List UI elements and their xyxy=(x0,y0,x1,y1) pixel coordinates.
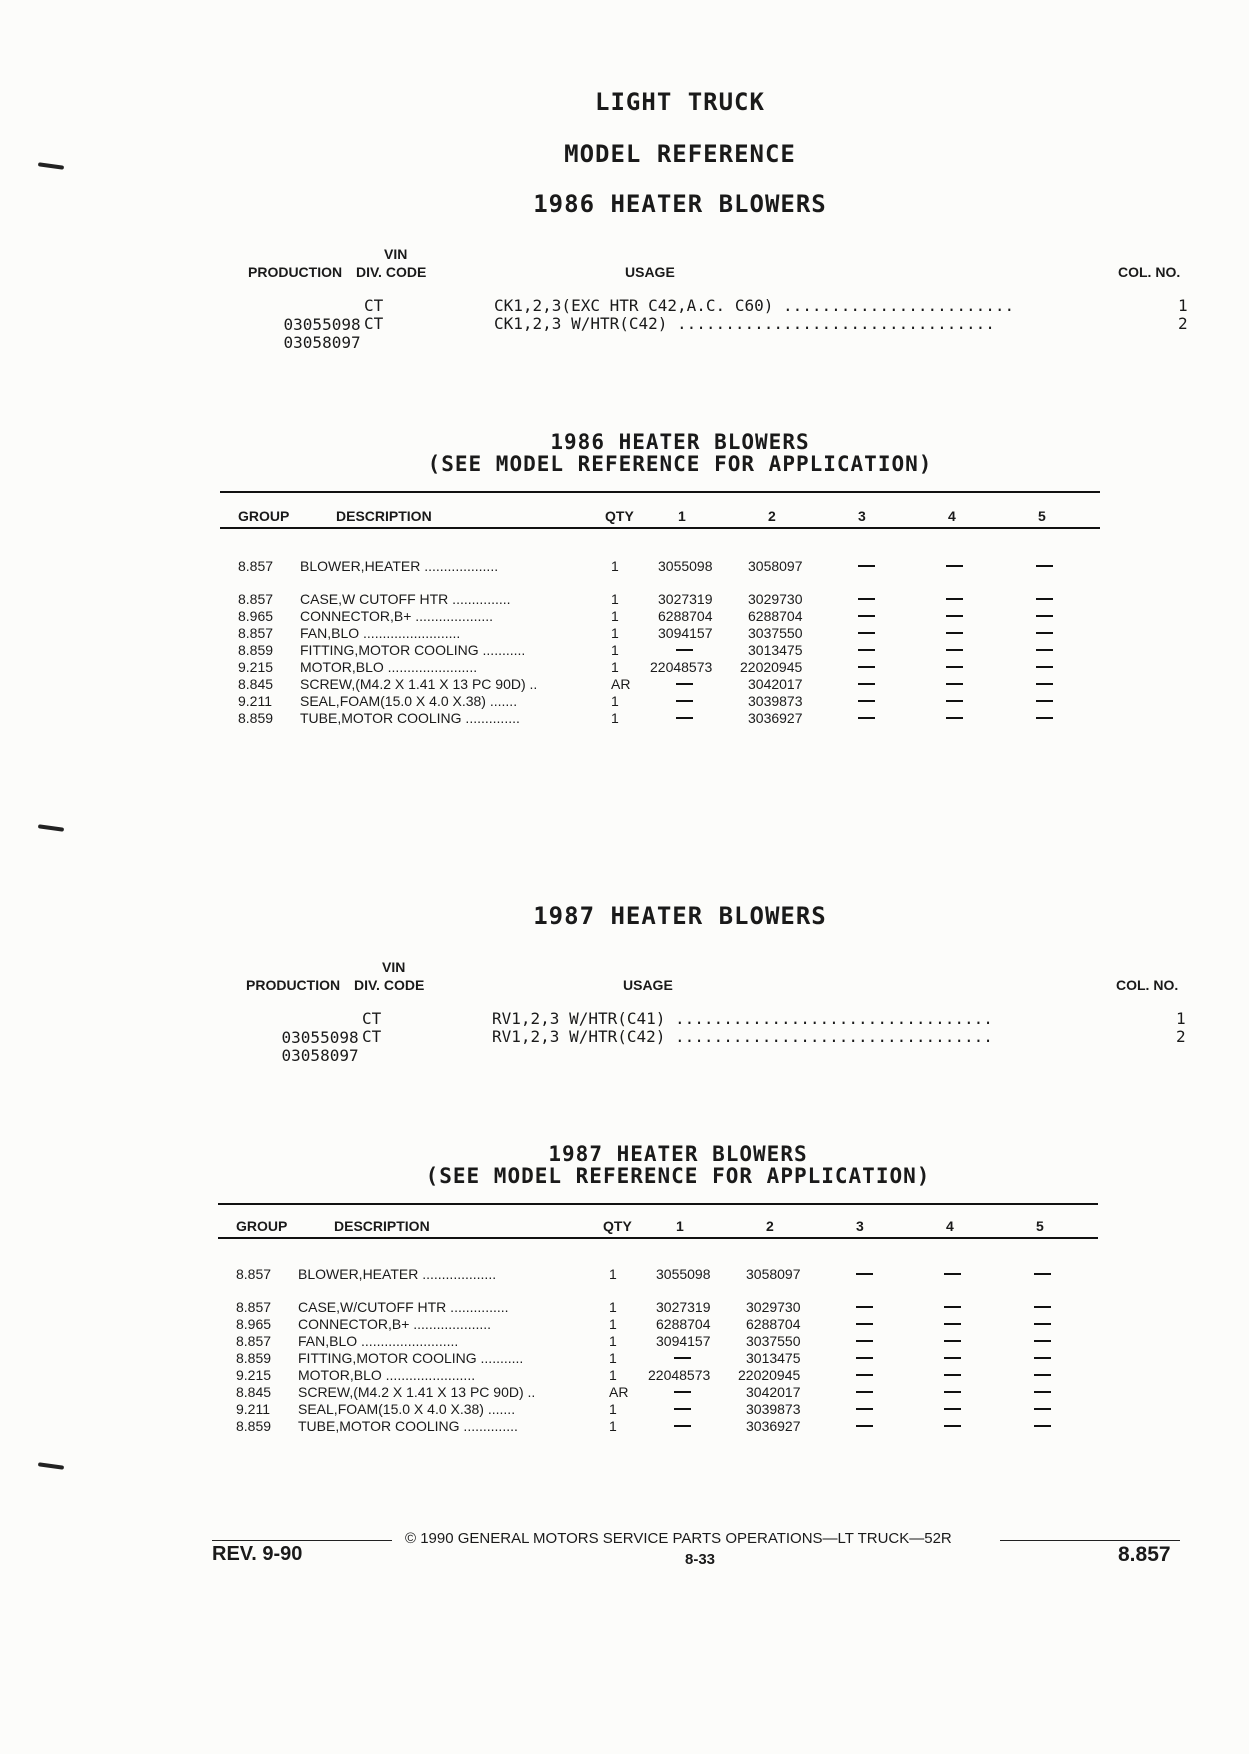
group-cell: 8.857 xyxy=(238,591,274,607)
reference-div: CT xyxy=(362,1027,382,1046)
empty-cell-dash xyxy=(944,1323,961,1325)
empty-cell-dash xyxy=(858,565,875,567)
reference-row: 03058097 xyxy=(283,333,361,352)
empty-cell-dash xyxy=(944,1391,961,1393)
col1-cell: 3094157 xyxy=(656,1333,711,1349)
empty-cell-dash xyxy=(1036,632,1053,634)
reference-usage: RV1,2,3 W/HTR(C42) ................................. xyxy=(492,1027,993,1046)
description-header: DESCRIPTION xyxy=(334,1218,430,1234)
group-cell: 8.965 xyxy=(238,608,274,624)
description-cell: BLOWER,HEATER ................... xyxy=(298,1266,497,1282)
col2-cell: 6288704 xyxy=(746,1316,801,1332)
description-cell: CONNECTOR,B+ .................... xyxy=(298,1316,492,1332)
col1-cell: 6288704 xyxy=(658,608,713,624)
binder-mark xyxy=(38,162,64,170)
col-no-header: COL. NO. xyxy=(1116,977,1179,993)
group-cell: 8.859 xyxy=(236,1350,272,1366)
col2-cell: 3036927 xyxy=(748,710,803,726)
group-cell: 8.859 xyxy=(236,1418,272,1434)
description-cell: FITTING,MOTOR COOLING ........... xyxy=(300,642,526,658)
table-row xyxy=(0,1266,1249,1283)
empty-cell-dash xyxy=(944,1273,961,1275)
qty-header: QTY xyxy=(605,508,634,524)
col4-header: 4 xyxy=(948,508,956,524)
description-cell: SCREW,(M4.2 X 1.41 X 13 PC 90D) .. xyxy=(298,1384,536,1400)
empty-cell-dash xyxy=(946,700,963,702)
parts-table-subtitle: (SEE MODEL REFERENCE FOR APPLICATION) xyxy=(427,452,933,476)
table-row xyxy=(0,659,1249,676)
col2-cell: 3037550 xyxy=(746,1333,801,1349)
parts-table-subtitle: (SEE MODEL REFERENCE FOR APPLICATION) xyxy=(425,1164,931,1188)
col2-cell: 3042017 xyxy=(746,1384,801,1400)
qty-cell: AR xyxy=(609,1384,629,1400)
table-row xyxy=(0,1333,1249,1350)
group-cell: 8.845 xyxy=(236,1384,272,1400)
production-header: PRODUCTION xyxy=(248,264,343,280)
reference-row: 03055098 xyxy=(281,1028,359,1047)
reference-col: 2 xyxy=(1178,314,1188,333)
empty-cell-dash xyxy=(676,649,693,651)
table-row xyxy=(0,1316,1249,1333)
group-cell: 8.859 xyxy=(238,642,274,658)
reference-div: CT xyxy=(364,296,384,315)
description-cell: MOTOR,BLO ....................... xyxy=(298,1367,476,1383)
group-cell: 8.857 xyxy=(236,1299,272,1315)
empty-cell-dash xyxy=(1034,1374,1051,1376)
col2-cell: 22020945 xyxy=(738,1367,801,1383)
empty-cell-dash xyxy=(856,1323,873,1325)
empty-cell-dash xyxy=(676,700,693,702)
group-cell: 8.965 xyxy=(236,1316,272,1332)
vin-label: VIN xyxy=(382,959,406,975)
qty-cell: 1 xyxy=(611,591,619,607)
group-cell: 9.211 xyxy=(236,1401,270,1417)
empty-cell-dash xyxy=(946,683,963,685)
empty-cell-dash xyxy=(1034,1425,1051,1427)
empty-cell-dash xyxy=(1034,1340,1051,1342)
reference-usage: CK1,2,3 W/HTR(C42) ................................. xyxy=(494,314,995,333)
description-cell: SEAL,FOAM(15.0 X 4.0 X.38) ....... xyxy=(298,1401,516,1417)
table-row xyxy=(0,591,1249,608)
section-title: 1986 HEATER BLOWERS xyxy=(533,190,827,218)
binder-mark xyxy=(38,824,64,832)
usage-header: USAGE xyxy=(625,264,675,280)
footer-revision: REV. 9-90 xyxy=(212,1543,303,1565)
qty-cell: 1 xyxy=(609,1299,617,1315)
empty-cell-dash xyxy=(856,1425,873,1427)
col1-cell: 6288704 xyxy=(656,1316,711,1332)
empty-cell-dash xyxy=(858,615,875,617)
group-header: GROUP xyxy=(238,508,290,524)
empty-cell-dash xyxy=(858,666,875,668)
col2-cell: 3036927 xyxy=(746,1418,801,1434)
qty-cell: 1 xyxy=(609,1367,617,1383)
table-header-rule xyxy=(220,527,1100,529)
col4-header: 4 xyxy=(946,1218,954,1234)
empty-cell-dash xyxy=(1034,1391,1051,1393)
footer-copyright: © 1990 GENERAL MOTORS SERVICE PARTS OPERATIONS—LT TRUCK—52R xyxy=(405,1530,952,1547)
description-cell: CONNECTOR,B+ .................... xyxy=(300,608,494,624)
reference-usage: CK1,2,3(EXC HTR C42,A.C. C60) ........................ xyxy=(494,296,1015,315)
group-header: GROUP xyxy=(236,1218,288,1234)
table-top-rule xyxy=(220,491,1100,493)
col2-header: 2 xyxy=(768,508,776,524)
empty-cell-dash xyxy=(944,1306,961,1308)
empty-cell-dash xyxy=(856,1273,873,1275)
description-cell: SCREW,(M4.2 X 1.41 X 13 PC 90D) .. xyxy=(300,676,538,692)
table-row xyxy=(0,558,1249,575)
empty-cell-dash xyxy=(1034,1357,1051,1359)
col3-header: 3 xyxy=(856,1218,864,1234)
qty-cell: 1 xyxy=(611,659,619,675)
reference-div: CT xyxy=(362,1009,382,1028)
description-cell: TUBE,MOTOR COOLING .............. xyxy=(298,1418,518,1434)
group-cell: 8.859 xyxy=(238,710,274,726)
description-cell: FAN,BLO ......................... xyxy=(300,625,461,641)
col3-header: 3 xyxy=(858,508,866,524)
col1-cell: 22048573 xyxy=(648,1367,711,1383)
group-cell: 8.845 xyxy=(238,676,274,692)
page-header-line1: LIGHT TRUCK xyxy=(595,88,765,116)
div-code-header: DIV. CODE xyxy=(356,264,427,280)
empty-cell-dash xyxy=(856,1374,873,1376)
production-header: PRODUCTION xyxy=(246,977,341,993)
description-header: DESCRIPTION xyxy=(336,508,432,524)
empty-cell-dash xyxy=(946,666,963,668)
empty-cell-dash xyxy=(674,1357,691,1359)
table-row xyxy=(0,1350,1249,1367)
col2-cell: 3042017 xyxy=(748,676,803,692)
col2-cell: 22020945 xyxy=(740,659,803,675)
parts-table-title: 1987 HEATER BLOWERS xyxy=(548,1142,808,1166)
col1-header: 1 xyxy=(678,508,686,524)
empty-cell-dash xyxy=(946,649,963,651)
col2-cell: 3039873 xyxy=(748,693,803,709)
empty-cell-dash xyxy=(1036,717,1053,719)
empty-cell-dash xyxy=(1034,1408,1051,1410)
table-top-rule xyxy=(218,1203,1098,1205)
page-header-line2: MODEL REFERENCE xyxy=(564,140,796,168)
col2-cell: 3013475 xyxy=(746,1350,801,1366)
group-cell: 9.215 xyxy=(236,1367,272,1383)
col2-header: 2 xyxy=(766,1218,774,1234)
empty-cell-dash xyxy=(946,565,963,567)
empty-cell-dash xyxy=(944,1357,961,1359)
empty-cell-dash xyxy=(856,1391,873,1393)
section-title: 1987 HEATER BLOWERS xyxy=(533,902,827,930)
table-row xyxy=(0,1299,1249,1316)
qty-cell: 1 xyxy=(611,642,619,658)
footer-rule-left xyxy=(212,1540,392,1541)
empty-cell-dash xyxy=(944,1425,961,1427)
empty-cell-dash xyxy=(1036,649,1053,651)
usage-header: USAGE xyxy=(623,977,673,993)
qty-cell: 1 xyxy=(611,710,619,726)
col1-cell: 3055098 xyxy=(656,1266,711,1282)
empty-cell-dash xyxy=(856,1306,873,1308)
col2-cell: 6288704 xyxy=(748,608,803,624)
empty-cell-dash xyxy=(946,717,963,719)
col1-cell: 3094157 xyxy=(658,625,713,641)
parts-table-title: 1986 HEATER BLOWERS xyxy=(550,430,810,454)
reference-row: 03058097 xyxy=(281,1046,359,1065)
table-row xyxy=(0,608,1249,625)
description-cell: FAN,BLO ......................... xyxy=(298,1333,459,1349)
empty-cell-dash xyxy=(858,683,875,685)
reference-col: 1 xyxy=(1176,1009,1186,1028)
table-row xyxy=(0,676,1249,693)
reference-row: 03055098 xyxy=(283,315,361,334)
col2-cell: 3039873 xyxy=(746,1401,801,1417)
table-row xyxy=(0,1384,1249,1401)
col2-cell: 3037550 xyxy=(748,625,803,641)
empty-cell-dash xyxy=(946,632,963,634)
empty-cell-dash xyxy=(858,700,875,702)
empty-cell-dash xyxy=(856,1357,873,1359)
empty-cell-dash xyxy=(674,1408,691,1410)
description-cell: CASE,W/CUTOFF HTR ............... xyxy=(298,1299,509,1315)
empty-cell-dash xyxy=(674,1391,691,1393)
div-code-header: DIV. CODE xyxy=(354,977,425,993)
description-cell: TUBE,MOTOR COOLING .............. xyxy=(300,710,520,726)
footer-rule-right xyxy=(1000,1540,1180,1541)
qty-cell: 1 xyxy=(611,608,619,624)
col2-cell: 3058097 xyxy=(748,558,803,574)
table-row xyxy=(0,1401,1249,1418)
col5-header: 5 xyxy=(1036,1218,1044,1234)
description-cell: SEAL,FOAM(15.0 X 4.0 X.38) ....... xyxy=(300,693,518,709)
qty-header: QTY xyxy=(603,1218,632,1234)
col-no-header: COL. NO. xyxy=(1118,264,1181,280)
empty-cell-dash xyxy=(676,717,693,719)
qty-cell: 1 xyxy=(611,693,619,709)
description-cell: FITTING,MOTOR COOLING ........... xyxy=(298,1350,524,1366)
empty-cell-dash xyxy=(944,1374,961,1376)
table-row xyxy=(0,642,1249,659)
table-row xyxy=(0,693,1249,710)
col2-cell: 3029730 xyxy=(746,1299,801,1315)
empty-cell-dash xyxy=(1034,1323,1051,1325)
empty-cell-dash xyxy=(858,717,875,719)
col5-header: 5 xyxy=(1038,508,1046,524)
qty-cell: 1 xyxy=(609,1333,617,1349)
group-cell: 8.857 xyxy=(238,558,274,574)
empty-cell-dash xyxy=(1036,565,1053,567)
col2-cell: 3029730 xyxy=(748,591,803,607)
binder-mark xyxy=(38,1462,64,1470)
qty-cell: 1 xyxy=(609,1266,617,1282)
qty-cell: 1 xyxy=(609,1350,617,1366)
empty-cell-dash xyxy=(946,615,963,617)
empty-cell-dash xyxy=(1034,1273,1051,1275)
description-cell: CASE,W CUTOFF HTR ............... xyxy=(300,591,511,607)
empty-cell-dash xyxy=(858,598,875,600)
empty-cell-dash xyxy=(856,1340,873,1342)
group-cell: 8.857 xyxy=(238,625,274,641)
footer-page-number: 8-33 xyxy=(685,1551,716,1568)
empty-cell-dash xyxy=(944,1408,961,1410)
reference-col: 1 xyxy=(1178,296,1188,315)
group-cell: 8.857 xyxy=(236,1266,272,1282)
reference-div: CT xyxy=(364,314,384,333)
col1-cell: 3055098 xyxy=(658,558,713,574)
empty-cell-dash xyxy=(944,1340,961,1342)
col1-cell: 3027319 xyxy=(658,591,713,607)
description-cell: BLOWER,HEATER ................... xyxy=(300,558,499,574)
qty-cell: AR xyxy=(611,676,631,692)
empty-cell-dash xyxy=(1036,598,1053,600)
table-row xyxy=(0,710,1249,727)
footer-group-number: 8.857 xyxy=(1118,1543,1171,1566)
description-cell: MOTOR,BLO ....................... xyxy=(300,659,478,675)
qty-cell: 1 xyxy=(611,558,619,574)
reference-usage: RV1,2,3 W/HTR(C41) ................................. xyxy=(492,1009,993,1028)
table-header-rule xyxy=(218,1237,1098,1239)
col1-cell: 3027319 xyxy=(656,1299,711,1315)
empty-cell-dash xyxy=(1036,615,1053,617)
empty-cell-dash xyxy=(676,683,693,685)
empty-cell-dash xyxy=(1036,683,1053,685)
vin-label: VIN xyxy=(384,246,408,262)
col1-header: 1 xyxy=(676,1218,684,1234)
col1-cell: 22048573 xyxy=(650,659,713,675)
group-cell: 8.857 xyxy=(236,1333,272,1349)
empty-cell-dash xyxy=(674,1425,691,1427)
empty-cell-dash xyxy=(856,1408,873,1410)
qty-cell: 1 xyxy=(611,625,619,641)
col2-cell: 3058097 xyxy=(746,1266,801,1282)
table-row xyxy=(0,625,1249,642)
table-row xyxy=(0,1418,1249,1435)
group-cell: 9.215 xyxy=(238,659,274,675)
empty-cell-dash xyxy=(858,649,875,651)
reference-col: 2 xyxy=(1176,1027,1186,1046)
table-row xyxy=(0,1367,1249,1384)
empty-cell-dash xyxy=(1034,1306,1051,1308)
empty-cell-dash xyxy=(1036,700,1053,702)
col2-cell: 3013475 xyxy=(748,642,803,658)
group-cell: 9.211 xyxy=(238,693,272,709)
empty-cell-dash xyxy=(946,598,963,600)
empty-cell-dash xyxy=(1036,666,1053,668)
qty-cell: 1 xyxy=(609,1418,617,1434)
qty-cell: 1 xyxy=(609,1316,617,1332)
qty-cell: 1 xyxy=(609,1401,617,1417)
empty-cell-dash xyxy=(858,632,875,634)
